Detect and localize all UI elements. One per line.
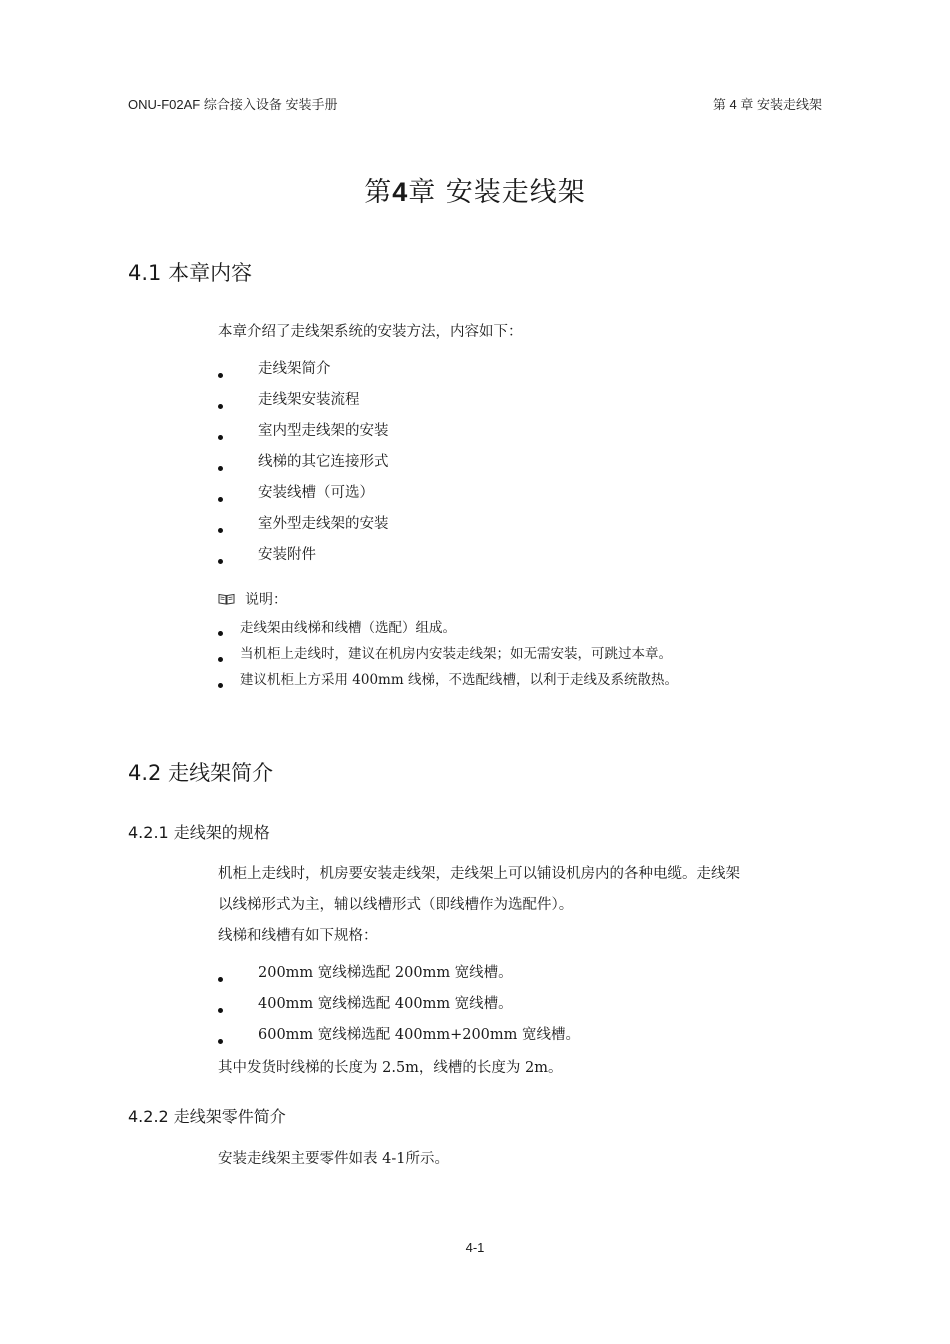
- length-note: 其中发货时线梯的长度为 2.5m，线槽的长度为 2m。: [218, 1060, 563, 1076]
- list-item: [218, 989, 828, 1020]
- bullet-icon: [218, 435, 223, 440]
- bullet-icon: [218, 977, 223, 982]
- bullet-icon: [218, 657, 223, 662]
- book-icon: [218, 593, 235, 605]
- note-list: [218, 615, 838, 693]
- list-item-text: 室内型走线架的安装: [258, 423, 389, 439]
- list-item: [218, 509, 828, 540]
- list-item-text: 线梯的其它连接形式: [258, 454, 389, 470]
- note-item-text: 当机柜上走线时，建议在机房内安装走线架；如无需安装，可跳过本章。: [240, 646, 672, 662]
- note-item-text: 走线架由线梯和线槽（选配）组成。: [240, 620, 456, 636]
- chapter-name: 章 安装走线架: [408, 177, 586, 208]
- bullet-icon: [218, 1008, 223, 1013]
- page-number: 4-1: [465, 1240, 485, 1255]
- list-item-text: 200mm 宽线梯选配 200mm 宽线槽。: [258, 965, 513, 981]
- running-header-left: ONU-F02AF 综合接入设备 安装手册: [128, 97, 338, 112]
- list-item: [218, 540, 828, 571]
- bullet-icon: [218, 466, 223, 471]
- chapter-prefix: 第: [364, 177, 393, 208]
- spec-list: [218, 958, 828, 1051]
- list-item: [218, 1020, 828, 1051]
- list-item: [218, 447, 828, 478]
- list-item: [218, 416, 828, 447]
- list-item: [218, 641, 838, 667]
- chapter-contents-list: [218, 354, 828, 571]
- bullet-icon: [218, 631, 223, 636]
- chapter-number: 4: [392, 177, 409, 207]
- list-item: [218, 478, 828, 509]
- running-header-right: 第 4 章 安装走线架: [712, 97, 822, 112]
- section-4-1-heading: 4.1 本章内容: [128, 261, 253, 285]
- list-item: [218, 354, 828, 385]
- section-4-2-1-heading: 4.2.1 走线架的规格: [128, 823, 270, 842]
- bullet-icon: [218, 528, 223, 533]
- list-item-text: 室外型走线架的安装: [258, 516, 389, 532]
- list-item-text: 走线架安装流程: [258, 392, 360, 408]
- bullet-icon: [218, 1039, 223, 1044]
- list-item: [218, 615, 838, 641]
- spec-intro: 线梯和线槽有如下规格：: [218, 928, 378, 944]
- list-item-text: 600mm 宽线梯选配 400mm+200mm 宽线槽。: [258, 1027, 581, 1043]
- list-item-text: 走线架简介: [258, 361, 331, 377]
- chapter-title: [0, 170, 950, 209]
- paragraph-line: 以线梯形式为主，辅以线槽形式（即线槽作为选配件）。: [218, 897, 574, 913]
- note-title: 说明：: [245, 592, 287, 608]
- section-4-2-2-heading: 4.2.2 走线架零件简介: [128, 1107, 286, 1126]
- section-4-2-2-paragraph: 安装走线架主要零件如表 4-1所示。: [218, 1151, 449, 1167]
- list-item-text: 400mm 宽线梯选配 400mm 宽线槽。: [258, 996, 513, 1012]
- section-4-1-intro: 本章介绍了走线架系统的安装方法，内容如下：: [218, 324, 523, 340]
- bullet-icon: [218, 497, 223, 502]
- note-heading: [218, 589, 287, 609]
- list-item-text: 安装附件: [258, 547, 316, 563]
- bullet-icon: [218, 559, 223, 564]
- list-item: [218, 667, 838, 693]
- note-item-text: 建议机柜上方采用 400mm 线梯，不选配线槽，以利于走线及系统散热。: [240, 672, 678, 688]
- section-4-2-1-paragraph: [218, 859, 828, 921]
- bullet-icon: [218, 373, 223, 378]
- list-item: [218, 958, 828, 989]
- list-item: [218, 385, 828, 416]
- section-4-2-heading: 4.2 走线架简介: [128, 761, 274, 785]
- list-item-text: 安装线槽（可选）: [258, 485, 374, 501]
- bullet-icon: [218, 404, 223, 409]
- paragraph-line: 机柜上走线时，机房要安装走线架，走线架上可以铺设机房内的各种电缆。走线架: [218, 866, 740, 882]
- bullet-icon: [218, 683, 223, 688]
